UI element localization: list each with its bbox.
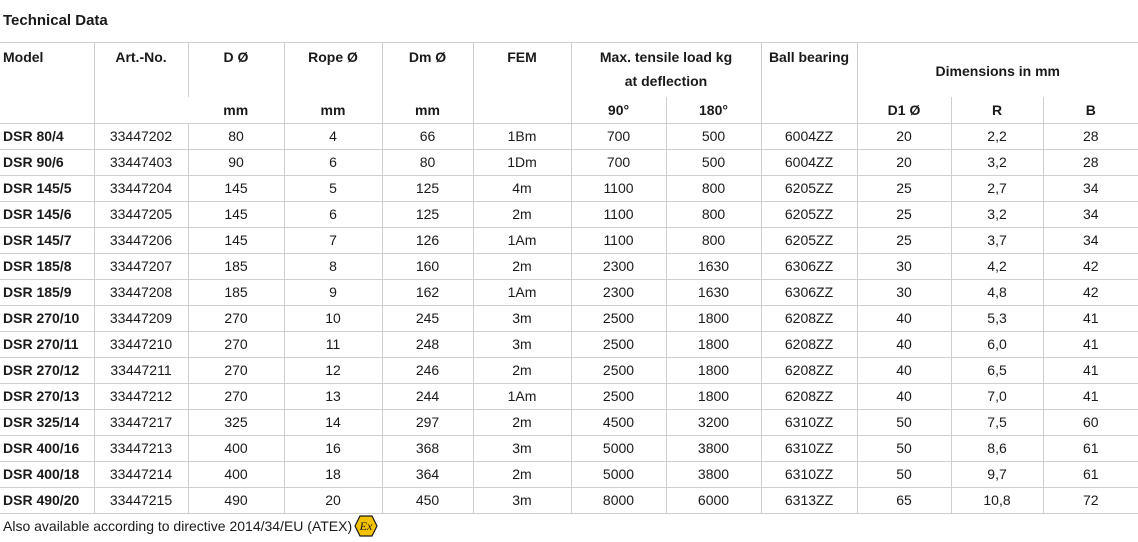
cell-b: 34 <box>1043 176 1138 202</box>
cell-fem: 3m <box>473 436 571 462</box>
cell-load-180: 800 <box>666 228 761 254</box>
cell-d: 145 <box>188 176 284 202</box>
subheader-dm-unit: mm <box>382 97 473 124</box>
cell-dm: 125 <box>382 176 473 202</box>
cell-d1: 40 <box>857 358 951 384</box>
cell-rope: 16 <box>284 436 382 462</box>
cell-d1: 50 <box>857 436 951 462</box>
cell-dm: 248 <box>382 332 473 358</box>
cell-ball-bearing: 6004ZZ <box>761 150 857 176</box>
cell-d1: 30 <box>857 280 951 306</box>
header-rope: Rope Ø <box>284 43 382 98</box>
header-dm: Dm Ø <box>382 43 473 98</box>
cell-r: 5,3 <box>951 306 1043 332</box>
technical-data-table <box>0 42 1138 514</box>
cell-r: 3,7 <box>951 228 1043 254</box>
cell-load-90: 2300 <box>571 280 666 306</box>
cell-fem: 1Am <box>473 384 571 410</box>
subheader-d1: D1 Ø <box>857 97 951 124</box>
cell-r: 7,5 <box>951 410 1043 436</box>
table-row <box>0 124 1138 150</box>
header-max-load-line2: at deflection <box>624 73 708 89</box>
cell-model: DSR 145/7 <box>0 228 94 254</box>
cell-art-no: 33447217 <box>94 410 188 436</box>
cell-fem: 1Am <box>473 280 571 306</box>
cell-r: 2,2 <box>951 124 1043 150</box>
cell-r: 4,2 <box>951 254 1043 280</box>
footer-text: Also available according to directive 2014/34/EU (ATEX) <box>3 518 353 534</box>
cell-dm: 126 <box>382 228 473 254</box>
cell-load-90: 8000 <box>571 488 666 514</box>
footer-note <box>3 515 378 537</box>
cell-b: 34 <box>1043 228 1138 254</box>
cell-dm: 450 <box>382 488 473 514</box>
cell-fem: 4m <box>473 176 571 202</box>
subheader-rope-unit: mm <box>284 97 382 124</box>
cell-d: 270 <box>188 358 284 384</box>
table-row <box>0 176 1138 202</box>
cell-ball-bearing: 6310ZZ <box>761 410 857 436</box>
table-body <box>0 124 1138 514</box>
header-fem: FEM <box>473 43 571 124</box>
cell-ball-bearing: 6208ZZ <box>761 358 857 384</box>
cell-fem: 2m <box>473 410 571 436</box>
cell-rope: 7 <box>284 228 382 254</box>
cell-art-no: 33447208 <box>94 280 188 306</box>
cell-fem: 3m <box>473 306 571 332</box>
cell-load-180: 3200 <box>666 410 761 436</box>
cell-ball-bearing: 6205ZZ <box>761 176 857 202</box>
cell-r: 9,7 <box>951 462 1043 488</box>
cell-art-no: 33447209 <box>94 306 188 332</box>
cell-d: 185 <box>188 254 284 280</box>
cell-r: 8,6 <box>951 436 1043 462</box>
cell-d: 270 <box>188 332 284 358</box>
cell-load-90: 2500 <box>571 332 666 358</box>
cell-dm: 162 <box>382 280 473 306</box>
cell-ball-bearing: 6306ZZ <box>761 280 857 306</box>
cell-rope: 20 <box>284 488 382 514</box>
cell-b: 61 <box>1043 462 1138 488</box>
cell-rope: 6 <box>284 202 382 228</box>
table-row <box>0 436 1138 462</box>
header-ball-bearing: Ball bearing <box>761 43 857 124</box>
cell-d1: 50 <box>857 410 951 436</box>
cell-dm: 297 <box>382 410 473 436</box>
header-d: D Ø <box>188 43 284 98</box>
cell-d: 185 <box>188 280 284 306</box>
cell-b: 41 <box>1043 358 1138 384</box>
cell-ball-bearing: 6208ZZ <box>761 306 857 332</box>
cell-model: DSR 185/9 <box>0 280 94 306</box>
cell-d1: 25 <box>857 202 951 228</box>
cell-rope: 14 <box>284 410 382 436</box>
subheader-180-deg: 180° <box>666 97 761 124</box>
cell-b: 61 <box>1043 436 1138 462</box>
cell-dm: 66 <box>382 124 473 150</box>
cell-model: DSR 270/12 <box>0 358 94 384</box>
cell-art-no: 33447213 <box>94 436 188 462</box>
cell-dm: 364 <box>382 462 473 488</box>
cell-art-no: 33447204 <box>94 176 188 202</box>
cell-dm: 125 <box>382 202 473 228</box>
cell-d1: 40 <box>857 332 951 358</box>
cell-load-90: 2500 <box>571 306 666 332</box>
cell-d1: 40 <box>857 384 951 410</box>
cell-d1: 65 <box>857 488 951 514</box>
cell-rope: 11 <box>284 332 382 358</box>
cell-load-180: 800 <box>666 202 761 228</box>
table-row <box>0 202 1138 228</box>
cell-load-90: 5000 <box>571 436 666 462</box>
cell-d: 400 <box>188 462 284 488</box>
cell-model: DSR 490/20 <box>0 488 94 514</box>
cell-dm: 160 <box>382 254 473 280</box>
cell-art-no: 33447205 <box>94 202 188 228</box>
table-row <box>0 488 1138 514</box>
cell-load-90: 1100 <box>571 228 666 254</box>
cell-b: 42 <box>1043 280 1138 306</box>
cell-art-no: 33447202 <box>94 124 188 150</box>
cell-art-no: 33447403 <box>94 150 188 176</box>
cell-art-no: 33447211 <box>94 358 188 384</box>
cell-b: 72 <box>1043 488 1138 514</box>
cell-fem: 1Am <box>473 228 571 254</box>
cell-ball-bearing: 6205ZZ <box>761 202 857 228</box>
cell-b: 42 <box>1043 254 1138 280</box>
atex-ex-icon <box>354 515 378 537</box>
cell-rope: 6 <box>284 150 382 176</box>
cell-ball-bearing: 6306ZZ <box>761 254 857 280</box>
cell-art-no: 33447212 <box>94 384 188 410</box>
header-max-load <box>571 43 761 98</box>
cell-model: DSR 90/6 <box>0 150 94 176</box>
cell-art-no: 33447214 <box>94 462 188 488</box>
table-row <box>0 384 1138 410</box>
cell-ball-bearing: 6208ZZ <box>761 332 857 358</box>
subheader-90-deg: 90° <box>571 97 666 124</box>
cell-load-180: 1800 <box>666 332 761 358</box>
cell-load-180: 500 <box>666 150 761 176</box>
cell-r: 6,5 <box>951 358 1043 384</box>
cell-model: DSR 400/18 <box>0 462 94 488</box>
cell-b: 41 <box>1043 332 1138 358</box>
table-row <box>0 306 1138 332</box>
cell-load-90: 1100 <box>571 202 666 228</box>
cell-model: DSR 145/5 <box>0 176 94 202</box>
cell-r: 2,7 <box>951 176 1043 202</box>
cell-art-no: 33447206 <box>94 228 188 254</box>
subheader-d-unit: mm <box>223 102 249 118</box>
header-model: Model <box>0 43 94 124</box>
cell-model: DSR 270/10 <box>0 306 94 332</box>
table-row <box>0 280 1138 306</box>
page-title: Technical Data <box>3 12 108 29</box>
cell-d1: 25 <box>857 228 951 254</box>
cell-r: 3,2 <box>951 150 1043 176</box>
table-row <box>0 358 1138 384</box>
cell-rope: 9 <box>284 280 382 306</box>
cell-load-90: 5000 <box>571 462 666 488</box>
cell-r: 7,0 <box>951 384 1043 410</box>
cell-load-180: 500 <box>666 124 761 150</box>
cell-rope: 13 <box>284 384 382 410</box>
cell-load-180: 800 <box>666 176 761 202</box>
cell-load-90: 700 <box>571 124 666 150</box>
cell-rope: 18 <box>284 462 382 488</box>
cell-rope: 5 <box>284 176 382 202</box>
cell-load-90: 2500 <box>571 384 666 410</box>
cell-model: DSR 270/11 <box>0 332 94 358</box>
cell-d: 90 <box>188 150 284 176</box>
cell-ball-bearing: 6313ZZ <box>761 488 857 514</box>
cell-b: 60 <box>1043 410 1138 436</box>
cell-model: DSR 270/13 <box>0 384 94 410</box>
cell-d1: 30 <box>857 254 951 280</box>
cell-load-90: 700 <box>571 150 666 176</box>
cell-b: 41 <box>1043 306 1138 332</box>
cell-load-90: 1100 <box>571 176 666 202</box>
cell-d1: 40 <box>857 306 951 332</box>
cell-b: 28 <box>1043 150 1138 176</box>
cell-load-180: 1800 <box>666 358 761 384</box>
cell-d: 325 <box>188 410 284 436</box>
cell-ball-bearing: 6310ZZ <box>761 462 857 488</box>
cell-fem: 2m <box>473 254 571 280</box>
cell-ball-bearing: 6310ZZ <box>761 436 857 462</box>
cell-fem: 2m <box>473 358 571 384</box>
cell-r: 3,2 <box>951 202 1043 228</box>
cell-art-no: 33447207 <box>94 254 188 280</box>
cell-d: 270 <box>188 384 284 410</box>
cell-d1: 20 <box>857 150 951 176</box>
cell-rope: 10 <box>284 306 382 332</box>
table-row <box>0 254 1138 280</box>
subheader-r: R <box>951 97 1043 124</box>
cell-b: 34 <box>1043 202 1138 228</box>
table-row <box>0 228 1138 254</box>
cell-load-180: 1630 <box>666 280 761 306</box>
cell-load-180: 3800 <box>666 462 761 488</box>
cell-load-90: 2300 <box>571 254 666 280</box>
cell-load-90: 4500 <box>571 410 666 436</box>
cell-dm: 246 <box>382 358 473 384</box>
cell-dm: 245 <box>382 306 473 332</box>
cell-d1: 50 <box>857 462 951 488</box>
cell-fem: 1Bm <box>473 124 571 150</box>
cell-fem: 1Dm <box>473 150 571 176</box>
cell-fem: 2m <box>473 202 571 228</box>
atex-ex-label: Ex <box>359 519 373 533</box>
table-row <box>0 462 1138 488</box>
cell-load-180: 6000 <box>666 488 761 514</box>
cell-d: 270 <box>188 306 284 332</box>
cell-d: 400 <box>188 436 284 462</box>
cell-r: 4,8 <box>951 280 1043 306</box>
cell-d: 145 <box>188 228 284 254</box>
cell-d: 490 <box>188 488 284 514</box>
cell-ball-bearing: 6004ZZ <box>761 124 857 150</box>
cell-rope: 12 <box>284 358 382 384</box>
cell-load-180: 1800 <box>666 306 761 332</box>
cell-load-180: 1800 <box>666 384 761 410</box>
cell-art-no: 33447210 <box>94 332 188 358</box>
header-max-load-line1: Max. tensile load kg <box>599 49 733 65</box>
cell-d1: 20 <box>857 124 951 150</box>
cell-model: DSR 80/4 <box>0 124 94 150</box>
cell-load-180: 1630 <box>666 254 761 280</box>
cell-model: DSR 185/8 <box>0 254 94 280</box>
cell-art-no: 33447215 <box>94 488 188 514</box>
cell-d1: 25 <box>857 176 951 202</box>
cell-fem: 3m <box>473 332 571 358</box>
cell-rope: 4 <box>284 124 382 150</box>
cell-d: 80 <box>188 124 284 150</box>
cell-d: 145 <box>188 202 284 228</box>
table-row <box>0 150 1138 176</box>
cell-fem: 2m <box>473 462 571 488</box>
cell-r: 6,0 <box>951 332 1043 358</box>
cell-b: 41 <box>1043 384 1138 410</box>
cell-dm: 244 <box>382 384 473 410</box>
table-row <box>0 410 1138 436</box>
cell-load-90: 2500 <box>571 358 666 384</box>
cell-model: DSR 325/14 <box>0 410 94 436</box>
cell-fem: 3m <box>473 488 571 514</box>
cell-load-180: 3800 <box>666 436 761 462</box>
cell-r: 10,8 <box>951 488 1043 514</box>
cell-dm: 368 <box>382 436 473 462</box>
cell-rope: 8 <box>284 254 382 280</box>
subheader-b: B <box>1043 97 1138 124</box>
cell-ball-bearing: 6208ZZ <box>761 384 857 410</box>
cell-dm: 80 <box>382 150 473 176</box>
cell-model: DSR 400/16 <box>0 436 94 462</box>
table-row <box>0 332 1138 358</box>
cell-b: 28 <box>1043 124 1138 150</box>
cell-ball-bearing: 6205ZZ <box>761 228 857 254</box>
cell-model: DSR 145/6 <box>0 202 94 228</box>
header-art-no: Art.-No. <box>94 43 188 124</box>
header-dimensions: Dimensions in mm <box>857 43 1138 98</box>
